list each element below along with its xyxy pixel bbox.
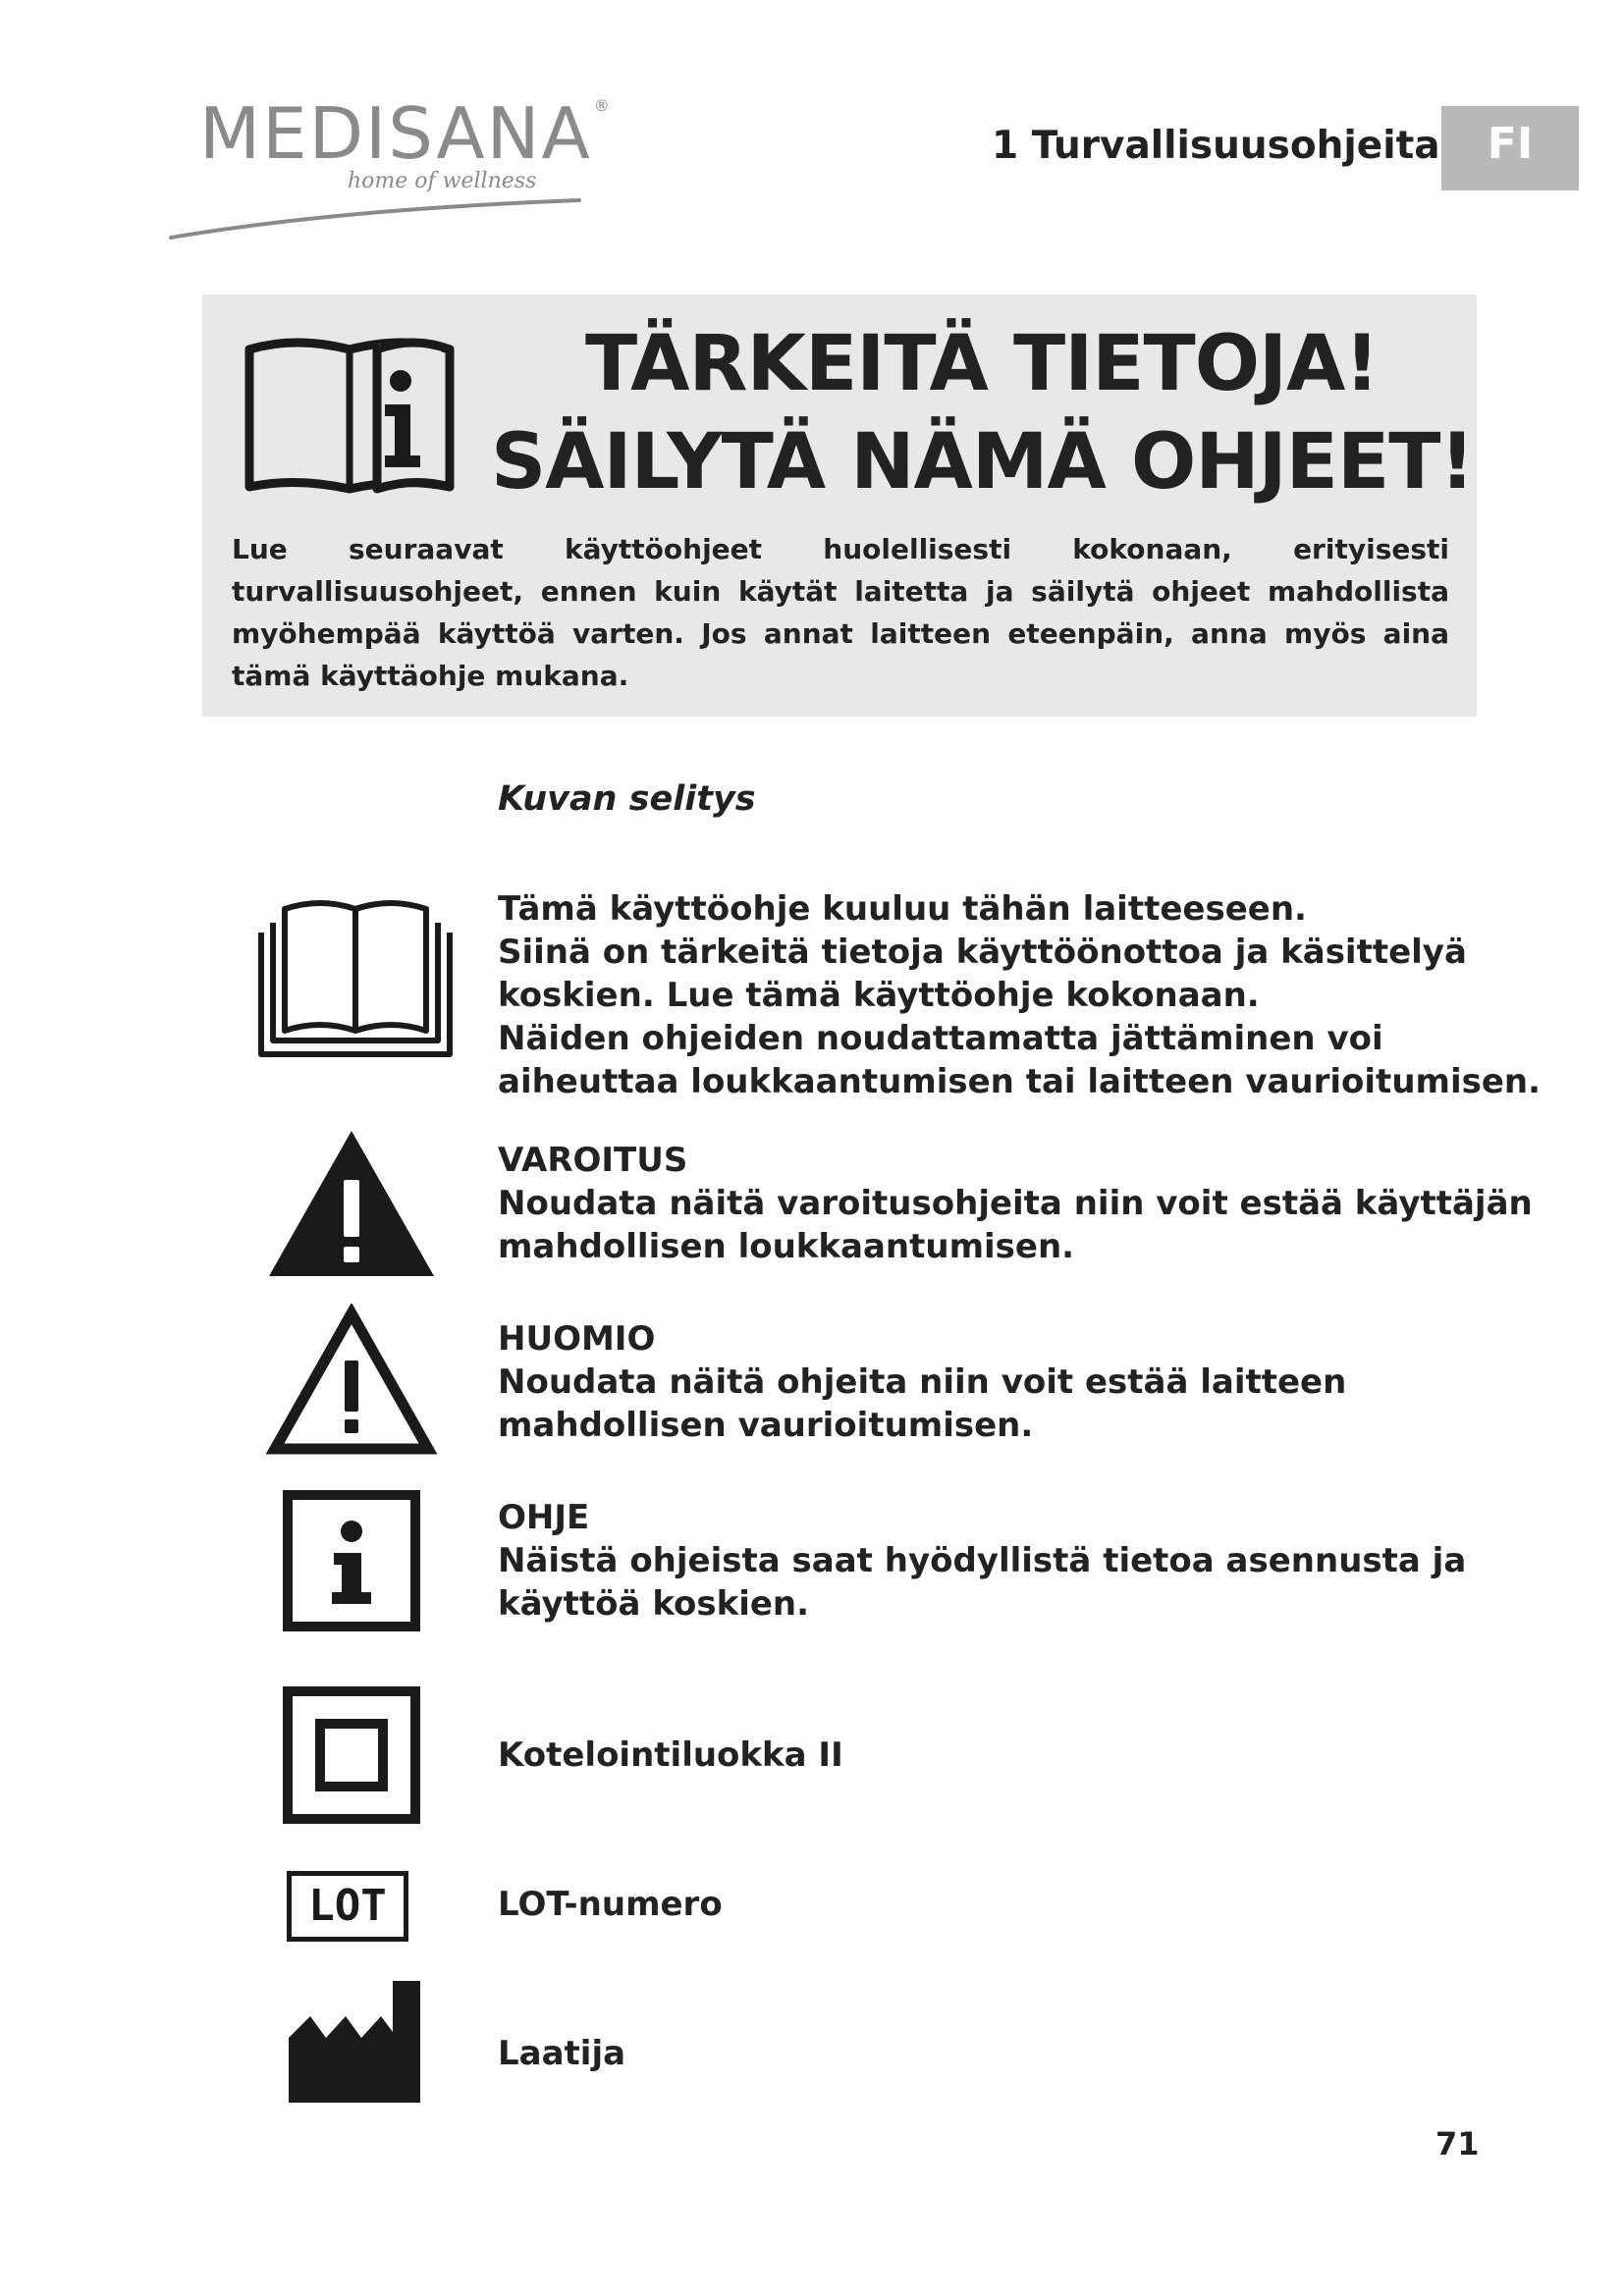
important-heading-line-2: SÄILYTÄ NÄMÄ OHJEET! bbox=[491, 418, 1475, 507]
manufacturer-icon bbox=[287, 1979, 422, 2105]
caution-outline-icon bbox=[265, 1304, 438, 1457]
legend-note-line-1: Näistä ohjeista saat hyödyllistä tietoa asennusta ja bbox=[498, 1541, 1467, 1580]
trademark-symbol: ® bbox=[593, 96, 612, 115]
logo-swoosh-icon bbox=[169, 196, 581, 245]
brand-logo bbox=[199, 92, 612, 175]
legend-manual-line-4: Näiden ohjeiden noudattamatta jättäminen voi bbox=[498, 1019, 1383, 1058]
important-heading-line-1: TÄRKEITÄ TIETOJA! bbox=[585, 320, 1379, 408]
lot-icon: LOT bbox=[287, 1871, 408, 1942]
legend-title: Kuvan selitys bbox=[498, 779, 756, 819]
book-info-icon bbox=[242, 330, 458, 497]
section-title: 1 Turvallisuusohjeita bbox=[992, 124, 1440, 168]
info-icon bbox=[283, 1490, 420, 1631]
legend-note-label: OHJE bbox=[498, 1498, 590, 1537]
legend-class2-text: Kotelointiluokka II bbox=[498, 1735, 843, 1775]
legend-manual-line-2: Siinä on tärkeitä tietoja käyttöönottoa ja käsittelyä bbox=[498, 933, 1467, 972]
legend-caution-text bbox=[498, 1317, 1489, 1447]
legend-warning-label: VAROITUS bbox=[498, 1141, 688, 1180]
legend-note-line-2: käyttöä koskien. bbox=[498, 1584, 810, 1624]
legend-manual-line-3: koskien. Lue tämä käyttöohje kokonaan. bbox=[498, 976, 1260, 1015]
legend-manual-line-1: Tämä käyttöohje kuuluu tähän laitteeseen. bbox=[498, 889, 1307, 929]
legend-note-text bbox=[498, 1496, 1489, 1626]
legend-caution-line-1: Noudata näitä ohjeita niin voit estää laitteen bbox=[498, 1362, 1347, 1402]
legend-manual-line-5: aiheuttaa loukkaantumisen tai laitteen vaurioitumisen. bbox=[498, 1062, 1542, 1101]
legend-caution-line-2: mahdollisen vaurioitumisen. bbox=[498, 1406, 1034, 1445]
legend-manual-text bbox=[498, 887, 1542, 1103]
legend-caution-label: HUOMIO bbox=[498, 1319, 656, 1359]
brand-tagline: home of wellness bbox=[348, 169, 537, 193]
legend-warning-line-1: Noudata näitä varoitusohjeita niin voit estää käyttäjän bbox=[498, 1184, 1533, 1223]
legend-manufacturer-text: Laatija bbox=[498, 2034, 626, 2073]
intro-paragraph: Lue seuraavat käyttöohjeet huolellisesti kokonaan, erityisesti turvallisuusohjeet, ennen kuin käytät laitetta ja säilytä ohjeet mahdollista myöhempää käyttöä varten. Jos annat laitteen eteenpäin, anna myös aina tämä käyttäohje mukana. bbox=[232, 533, 1449, 692]
legend-warning-text bbox=[498, 1139, 1533, 1268]
warning-filled-icon bbox=[265, 1127, 438, 1280]
protection-class-ii-icon bbox=[283, 1686, 420, 1824]
brand-logo-text: MEDISANA bbox=[199, 92, 592, 175]
page-number: 71 bbox=[1435, 2125, 1480, 2163]
legend-warning-line-2: mahdollisen loukkaantumisen. bbox=[498, 1227, 1075, 1266]
legend-lot-text: LOT-numero bbox=[498, 1885, 723, 1924]
language-tab: FI bbox=[1441, 106, 1579, 190]
open-book-icon bbox=[257, 893, 454, 1060]
